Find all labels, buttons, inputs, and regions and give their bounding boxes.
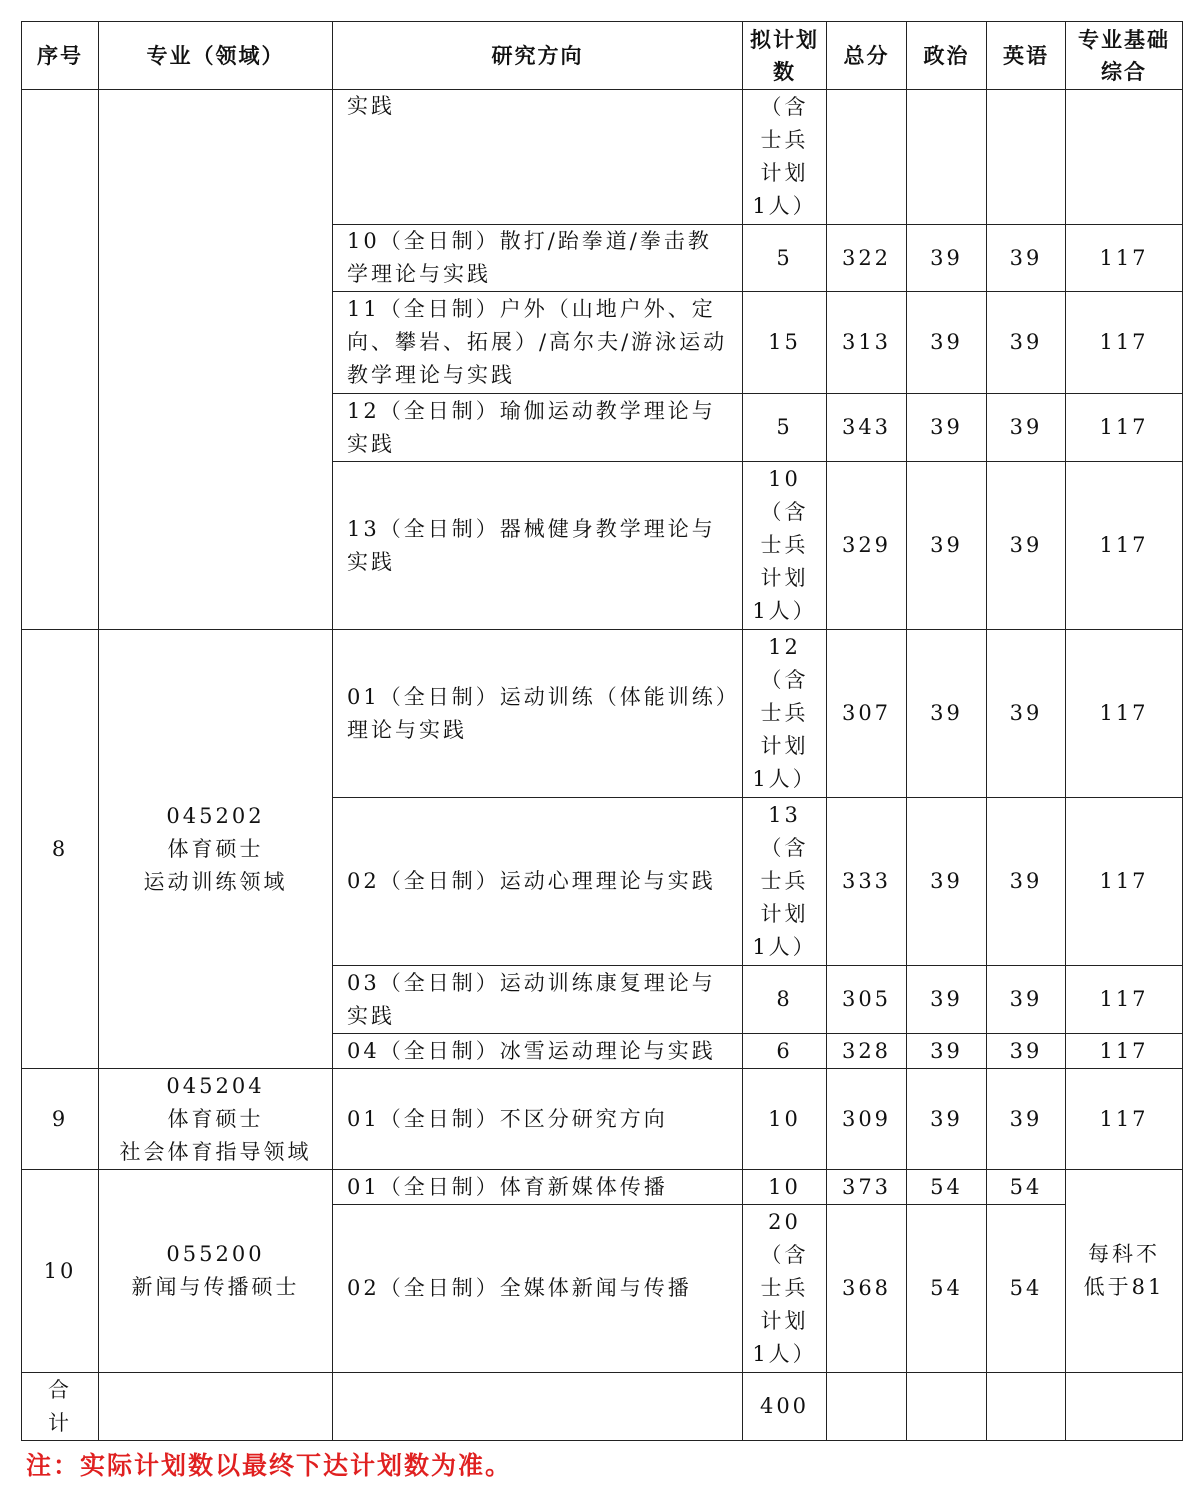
plan-cell: 12 （含 士兵 计划 1人） <box>743 630 827 798</box>
direction-cell: 11（全日制）户外（山地户外、定向、攀岩、拓展）/高尔夫/游泳运动教学理论与实践 <box>333 292 743 394</box>
english-cell: 39 <box>987 1069 1066 1170</box>
header-major: 专业（领域） <box>99 22 333 90</box>
basic-cell <box>1066 90 1183 225</box>
major-name: 体育硕士 <box>167 836 264 861</box>
politics-cell: 39 <box>907 966 987 1034</box>
basic-cell: 117 <box>1066 292 1183 394</box>
english-cell <box>987 90 1066 225</box>
english-cell: 39 <box>987 1034 1066 1069</box>
total-cell: 368 <box>827 1205 907 1373</box>
direction-cell: 01（全日制）运动训练（体能训练）理论与实践 <box>333 630 743 798</box>
empty-cell <box>333 1373 743 1441</box>
total-cell: 305 <box>827 966 907 1034</box>
direction-cell: 13（全日制）器械健身教学理论与实践 <box>333 462 743 630</box>
plan-cell: 8 <box>743 966 827 1034</box>
total-cell: 322 <box>827 225 907 292</box>
major-field: 运动训练领域 <box>143 869 288 894</box>
total-cell: 328 <box>827 1034 907 1069</box>
plan-cell: 13 （含 士兵 计划 1人） <box>743 798 827 966</box>
major-cell <box>99 1170 333 1373</box>
direction-cell: 03（全日制）运动训练康复理论与实践 <box>333 966 743 1034</box>
header-no: 序号 <box>22 22 99 90</box>
table-row <box>22 630 1183 798</box>
table-row <box>22 90 1183 225</box>
basic-cell: 117 <box>1066 630 1183 798</box>
header-total: 总分 <box>827 22 907 90</box>
major-code: 045204 <box>166 1073 265 1098</box>
politics-cell: 39 <box>907 1034 987 1069</box>
header-politics: 政治 <box>907 22 987 90</box>
no-cell: 10 <box>22 1170 99 1373</box>
major-code: 045202 <box>166 803 265 828</box>
english-cell: 39 <box>987 798 1066 966</box>
empty-cell <box>907 1373 987 1441</box>
direction-cell: 12（全日制）瑜伽运动教学理论与实践 <box>333 394 743 462</box>
politics-cell: 39 <box>907 798 987 966</box>
total-cell: 307 <box>827 630 907 798</box>
plan-cell: 10 <box>743 1069 827 1170</box>
direction-cell: 02（全日制）运动心理理论与实践 <box>333 798 743 966</box>
no-cell: 8 <box>22 630 99 1069</box>
plan-cell: 15 <box>743 292 827 394</box>
empty-cell <box>1066 1373 1183 1441</box>
major-name: 新闻与传播硕士 <box>131 1275 300 1299</box>
plan-cell: 5 <box>743 394 827 462</box>
major-cell <box>99 1069 333 1170</box>
major-code: 055200 <box>166 1242 265 1266</box>
basic-cell: 117 <box>1066 462 1183 630</box>
total-cell: 313 <box>827 292 907 394</box>
plan-cell: 20 （含 士兵 计划 1人） <box>743 1205 827 1373</box>
admission-plan-table <box>21 21 1183 1441</box>
header-basic: 专业基础综合 <box>1066 22 1183 90</box>
total-row <box>22 1373 1183 1441</box>
politics-cell: 54 <box>907 1170 987 1205</box>
plan-cell: 6 <box>743 1034 827 1069</box>
header-english: 英语 <box>987 22 1066 90</box>
english-cell: 39 <box>987 225 1066 292</box>
total-label: 合计 <box>22 1373 99 1441</box>
header-plan: 拟计划数 <box>743 22 827 90</box>
total-cell: 343 <box>827 394 907 462</box>
direction-cell: 01（全日制）不区分研究方向 <box>333 1069 743 1170</box>
total-cell <box>827 90 907 225</box>
major-cell <box>99 630 333 1069</box>
basic-cell: 117 <box>1066 1034 1183 1069</box>
total-cell: 333 <box>827 798 907 966</box>
major-name: 体育硕士 <box>167 1106 264 1131</box>
politics-cell <box>907 90 987 225</box>
basic-cell: 117 <box>1066 966 1183 1034</box>
header-direction: 研究方向 <box>333 22 743 90</box>
no-cell <box>22 90 99 630</box>
direction-cell: 04（全日制）冰雪运动理论与实践 <box>333 1034 743 1069</box>
basic-cell: 每科不低于81 <box>1066 1170 1183 1373</box>
politics-cell: 39 <box>907 394 987 462</box>
total-cell: 329 <box>827 462 907 630</box>
basic-cell: 117 <box>1066 1069 1183 1170</box>
english-cell: 39 <box>987 292 1066 394</box>
plan-cell: 10 <box>743 1170 827 1205</box>
empty-cell <box>99 1373 333 1441</box>
plan-cell: 5 <box>743 225 827 292</box>
english-cell: 54 <box>987 1170 1066 1205</box>
table-row <box>22 1069 1183 1170</box>
plan-cell: 10 （含 士兵 计划 1人） <box>743 462 827 630</box>
politics-cell: 39 <box>907 292 987 394</box>
direction-cell: 10（全日制）散打/跆拳道/拳击教学理论与实践 <box>333 225 743 292</box>
direction-cell: 01（全日制）体育新媒体传播 <box>333 1170 743 1205</box>
english-cell: 39 <box>987 630 1066 798</box>
header-row <box>22 22 1183 90</box>
english-cell: 39 <box>987 462 1066 630</box>
major-field: 社会体育指导领域 <box>119 1139 312 1164</box>
table-row <box>22 1170 1183 1205</box>
basic-cell: 117 <box>1066 394 1183 462</box>
politics-cell: 39 <box>907 1069 987 1170</box>
empty-cell <box>827 1373 907 1441</box>
politics-cell: 39 <box>907 225 987 292</box>
basic-cell: 117 <box>1066 225 1183 292</box>
plan-cell: （含 士兵 计划 1人） <box>743 90 827 225</box>
politics-cell: 54 <box>907 1205 987 1373</box>
english-cell: 39 <box>987 966 1066 1034</box>
politics-cell: 39 <box>907 462 987 630</box>
total-cell: 373 <box>827 1170 907 1205</box>
direction-cell: 实践 <box>333 90 743 225</box>
empty-cell <box>987 1373 1066 1441</box>
footnote: 注：实际计划数以最终下达计划数为准。 <box>26 1451 513 1480</box>
total-plan: 400 <box>743 1373 827 1441</box>
no-cell: 9 <box>22 1069 99 1170</box>
direction-cell: 02（全日制）全媒体新闻与传播 <box>333 1205 743 1373</box>
politics-cell: 39 <box>907 630 987 798</box>
total-cell: 309 <box>827 1069 907 1170</box>
basic-cell: 117 <box>1066 798 1183 966</box>
english-cell: 39 <box>987 394 1066 462</box>
english-cell: 54 <box>987 1205 1066 1373</box>
major-cell <box>99 90 333 630</box>
